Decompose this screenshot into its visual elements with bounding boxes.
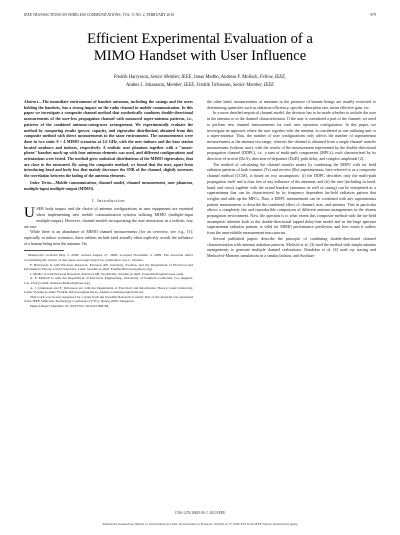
author-role: Member, IEEE <box>166 82 195 88</box>
intro-paragraph-2: While there is an abundance of MIMO channel measurements (for an overview, see, e.g., [1]; especially in indoor scenarios, these seldom include (and actually often explicitly avoid) the influence of a human being near the antenna. On <box>24 229 193 246</box>
section-heading-introduction: I. Introduction <box>92 197 125 203</box>
author-johansson: Anders J. Johansson, <box>125 82 167 88</box>
index-terms-text: —Mobile communication, channel model, channel measurement, user phantom, multiple-input multiple-output (MIMO). <box>24 180 193 192</box>
title-line-1: Efficient Experimental Evaluation of a <box>87 31 313 47</box>
body-paragraph: The method of calculating the channel transfer matrix by combining the DDPC with far field radiation patterns of both transmit (Tx) and receive (Rx) superantennas, here referred to as a composite channel method (CCM), is based on two assumptions: (i) the DDPC describes only the multi-path propagation itself and is thus free of any influence of the antennas, and (ii) the user (including its head, hand, and torso) together with the actual handset (antennas as well as casing) can be interpreted as a superantenna that can be characterized by its frequency dependent far-field radiation pattern that weights and adds up the MPCs. Thus, a DDPC measurement can be combined with any superantenna pattern measurement to describe the combined effect of channel, user, and antenna. This in particular allows a completely fair and reproducible comparison of different antenna arrangements in the chosen propagation environment. Now, the question is to what extent this composite method with the far-field assumption inherent both in the double-directional tapped delay-line model and in the large aperture superantenna radiation pattern, is valid for MIMO performance prediction, and how much it suffers from the unavoidable measurement inaccuracies. <box>207 161 376 236</box>
footnote-funding: This work was in part supported by a grant from the Swedish Research Council. Part of the material was presented at the IEEE Vehicular Technology Conference (VTC), Spring 2008, Singapore. <box>24 294 193 304</box>
abstract-label: Abstract <box>24 99 38 104</box>
body-paragraph: Several published papers describe the principle of combining double-directional channel characterization with antenna radiation patterns. Molisch et al. [3] used the method with simple antenna arrangements to generate multiple channel realizations; Dandekar et al. [4] used ray tracing and Method-of-Moment simulations in a similar fashion, and Suvikun- <box>207 235 376 258</box>
author-role: Senior Member, IEEE <box>150 75 192 80</box>
body-paragraph: In a more detailed empirical channel model, the decision has to be made whether to include the user in the antenna or in the channel characterization. If the user is considered a part of the channel, we need to perform new channel measurements for each user operation configuration. In this paper, we investigate an approach where the user together with the antenna, is considered as one radiating unit or a super-antenna. Thus, the number of user configurations only affects the number of superantenna measurements at the antenna test range; whereas the channel is obtained from a single channel transfer measurement (without user), with the results of the measurement represented by the double-directional propagation channel (DDPC), i.e., a sum of multi-path components (MPCs); each characterized by its direction-of-arrival (DoA), direction-of-departure (DoD), path delay, and complex amplitude [2]. <box>207 110 376 162</box>
footnote-manuscript: Manuscript received May 5, 2009; revised August 27, 2009; accepted November 4, 2009. The associate editor coordinating the review of this paper and approving it for publication was L. Dossier. <box>24 253 193 262</box>
running-header <box>24 13 376 17</box>
drop-cap: U <box>24 205 35 222</box>
abstract <box>24 99 193 179</box>
intro-paragraph-1 <box>24 206 193 229</box>
author-role: Senior Member, IEEE <box>233 82 275 88</box>
author-list <box>44 74 356 89</box>
page-number: 879 <box>370 13 376 17</box>
copyright-code: 1536-1276/10$25.00 © 2010 IEEE <box>174 511 226 515</box>
body-paragraph: the other hand, measurements of antennas in the presence of human beings are usually restricted to determining quantities such as radiation efficiency, specific absorption rate, mean effective gain, etc. <box>207 99 376 110</box>
author-harrysson: Fredrik Harrysson, <box>113 75 151 80</box>
footnote-affiliation: F. Harrysson is with Ericsson Research, Ericsson AB, Göteborg, Sweden, and the Department of Electrical and Information Theory, Lund University, Lund, Sweden (e-mail: Fredrik.Harrysson@ieee.org). <box>24 262 193 272</box>
index-terms-label: Index Terms <box>30 180 52 186</box>
footnote-rule <box>24 250 64 251</box>
author-separator: , <box>284 75 287 80</box>
footnote-doi: Digital Object Identifier 10.1109/TWC.2010.02.090768 <box>30 303 109 308</box>
footnote-affiliation: A. F. Molisch is with the Department of Electrical Engineering, University of Southern California, Los Angeles, CA, USA (e-mail: Andreas.Molisch@ieee.org). <box>24 276 193 285</box>
license-notice: Authorized licensed use limited to: Universidad de Chile. Downloaded on February 19,2010 at 17:10:00 EST from IEEE Xplore. Restrictions apply. <box>102 522 298 526</box>
footnote-affiliation: J. Medbo is with Ericsson Research, Ericsson AB, Stockholm, Sweden (e-mail: Jonas.Medbo@ericsson.com). <box>30 271 185 276</box>
intro-text-1: SER body impact and the choice of antenna configurations in user equipments are essential when implementing new mobile communication systems utilizing MIMO (multiple-input multiple-output). However, channel models incorporating the user interaction in a realistic way are rare. <box>24 206 193 229</box>
author-line-2 <box>44 82 356 90</box>
author-line-1 <box>44 74 356 82</box>
author-role: Fellow, IEEE <box>259 75 285 80</box>
paper-title <box>40 31 360 65</box>
footnote-affiliation: A. J. Johansson and F. Tufvesson are with the Department of Electrical and Information Theory, Lund University, Lund, Sweden (e-mail: Fredrik.Tufvesson@eit.lth.se, Anders.J.Johansson@eit.lth.se). <box>24 285 193 295</box>
author-medbo-molisch: , Jonas Medbo, Andreas F. Molisch, <box>191 75 260 80</box>
journal-header: IEEE TRANSACTIONS ON WIRELESS COMMUNICATIONS, VOL. 9, NO. 2, FEBRUARY 2010 <box>24 13 175 17</box>
right-column <box>207 99 376 259</box>
footnotes <box>24 253 193 308</box>
index-terms <box>24 180 193 191</box>
abstract-text: —The immediate environment of handset antennas, including the casings and the users holding the handsets, has a strong impact on the radio channel in mobile communication. In this paper we investigate a composite channel method that synthetically combines double-directional measurements of the user-less propagation channel with measured super-antenna patterns, i.e., patterns of the combined antenna-casing-user arrangement. We experimentally evaluate the method by comparing results (power, capacity, and eigenvalue distribution) obtained from this composite method with direct measurements in the same environment. The measurements were done in two static 8 × 4 MIMO scenarios at 2.6 GHz, with the user indoors and the base station located outdoors and indoors, respectively. A realistic user phantom together with a "smart-phone" handset mock-up with four antenna elements was used, and different configurations and orientations were tested. The method gives statistical distributions of the MIMO eigenvalues, that are close to the measured. By using the composite method, we found that the user, apart from introducing head and body loss that mainly decreases the SNR of the channel, slightly increases the correlation between the fading of the antenna elements. <box>24 99 193 179</box>
author-tufvesson: , Fredrik Tufvesson, <box>194 82 233 88</box>
title-line-2: MIMO Handset with User Influence <box>93 48 307 64</box>
left-column <box>24 99 193 309</box>
